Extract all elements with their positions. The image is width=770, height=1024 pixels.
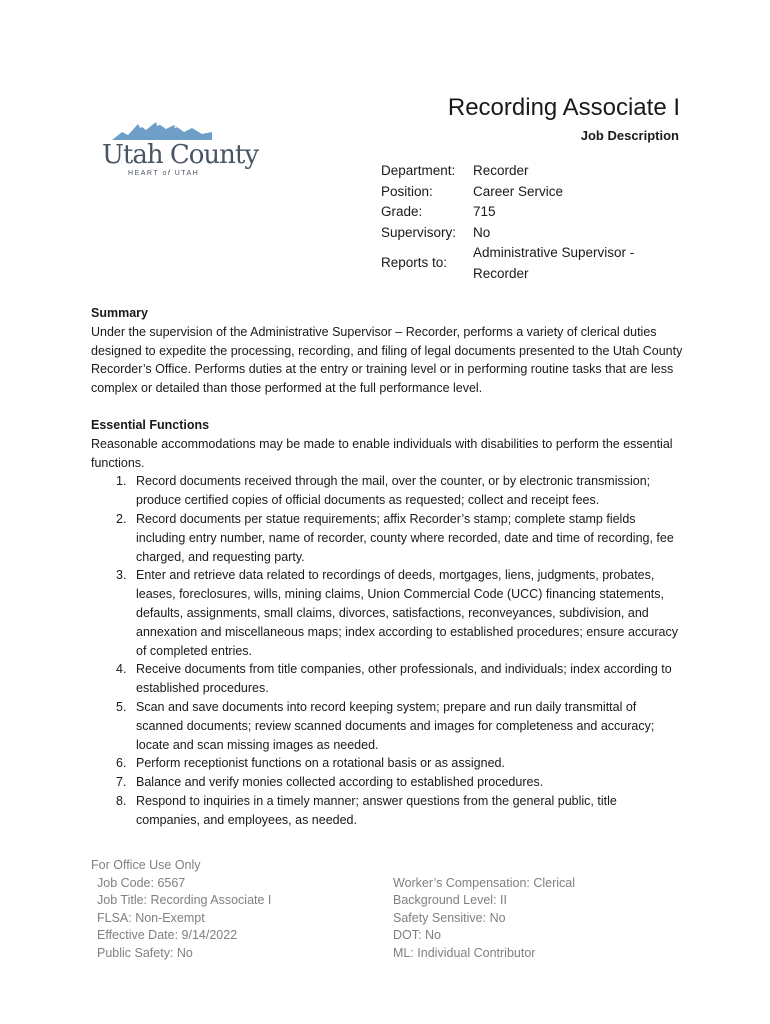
list-item: 6. Perform receptionist functions on a rotational basis or as assigned. [116, 756, 505, 771]
page-subtitle: Job Description [580, 128, 679, 143]
list-item: 1. Record documents received through the mail, over the counter, or by electronic transmission; produce certified copies of official documents as requested; collect and receipt fees. [116, 474, 651, 508]
footer-public-safety: Public Safety: No [97, 945, 193, 960]
list-item: 5. Scan and save documents into record keeping system; prepare and run daily transmittal of scanned documents; review scanned documents and images for completeness and accuracy; locate and scan missing images as needed. [116, 699, 655, 752]
list-item: 7. Balance and verify monies collected according to established procedures. [116, 775, 544, 790]
info-label: Position: [381, 183, 433, 199]
logo-name: Utah County [102, 140, 259, 170]
footer-ml: ML: Individual Contributor [393, 945, 536, 960]
footer-background-level: Background Level: II [393, 893, 507, 907]
logo-tagline-of: of [162, 170, 172, 177]
mountains-icon [112, 120, 212, 140]
info-value: Administrative Supervisor - Recorder [473, 245, 635, 281]
essential-functions-intro: Reasonable accommodations may be made to enable individuals with disabilities to perform the essential functions. [91, 436, 673, 470]
footer-safety-sensitive: Safety Sensitive: No [393, 910, 506, 925]
document-body [91, 304, 691, 830]
info-value: Recorder [473, 163, 529, 178]
footer-right-column [393, 875, 683, 963]
list-item: 4. Receive documents from title companies, other professionals, and individuals; index according to established procedures. [116, 662, 672, 696]
summary-text: Under the supervision of the Administrative Supervisor – Recorder, performs a variety of clerical duties designed to expedite the processing, recording, and filing of legal documents presented to the Utah County Recorder’s Office. Performs duties at the entry or training level or in performing routine tasks that are less complex or detailed than those performed at the full performance level. [91, 324, 683, 396]
info-value: No [473, 224, 491, 240]
footer-effective-date: Effective Date: 9/14/2022 [97, 928, 238, 942]
footer-dot: DOT: No [393, 928, 441, 942]
info-row-department [381, 161, 663, 182]
info-value: Career Service [473, 183, 564, 199]
info-label: Grade: [381, 204, 423, 219]
info-value: 715 [473, 204, 496, 219]
info-label: Department: [381, 163, 456, 178]
footer-flsa: FLSA: Non-Exempt [97, 910, 205, 925]
footer-workers-comp: Worker’s Compensation: Clerical [393, 875, 576, 890]
essential-functions-list [91, 472, 691, 829]
footer-job-title: Job Title: Recording Associate I [97, 893, 272, 907]
footer-left-column [91, 875, 393, 963]
logo-tagline [128, 170, 199, 177]
info-row-position [381, 182, 663, 203]
footer-job-code: Job Code: 6567 [97, 875, 186, 890]
info-row-supervisory [381, 223, 663, 244]
essential-functions-heading: Essential Functions [91, 417, 210, 432]
page-title: Recording Associate I [447, 94, 680, 121]
footer-title: For Office Use Only [91, 858, 201, 872]
list-item: 2. Record documents per statue requirements; affix Recorder’s stamp; complete stamp fields including entry number, name of recorder, county where recorded, date and time of recording, fee charged, and requesting party. [116, 511, 674, 564]
logo-tagline-utah: UTAH [174, 170, 200, 177]
list-item: 8. Respond to inquiries in a timely manner; answer questions from the general public, title companies, and employees, as needed. [116, 793, 617, 827]
list-item: 3. Enter and retrieve data related to recordings of deeds, mortgages, liens, judgments, probates, leases, foreclosures, wills, mining claims, Union Commercial Code (UCC) financing statements, defaults, assignments, small claims, divorces, satisfactions, reconveyances, subdivision, and annexation and miscellaneous maps; index according to established procedures; ensure accuracy of completed entries. [116, 568, 678, 658]
utah-county-logo [98, 120, 259, 182]
info-label: Reports to: [381, 255, 448, 271]
logo-tagline-heart: HEART [128, 170, 159, 177]
summary-heading: Summary [91, 306, 148, 320]
office-use-footer [91, 857, 691, 962]
info-label: Supervisory: [381, 224, 457, 240]
info-row-reports-to [381, 243, 663, 284]
job-info-table [381, 161, 663, 284]
info-row-grade [381, 202, 663, 223]
